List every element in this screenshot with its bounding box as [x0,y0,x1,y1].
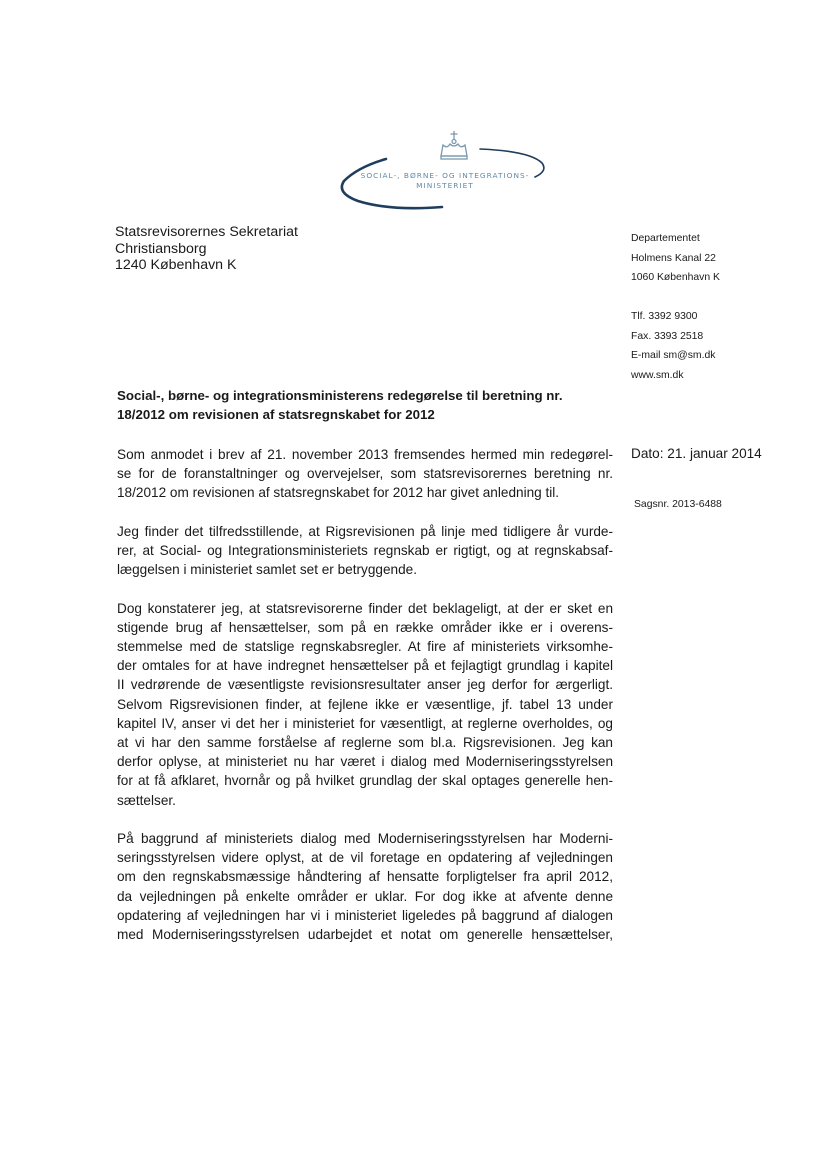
text-line: På baggrund af ministeriets dialog med Moderniseringsstyrelsen har Moderni- [117,831,613,847]
subject-line: Social-, børne- og integrationsministerens redegørelse til beretning nr. [117,388,563,403]
text-line: om den regnskabsmæssige håndtering af hensatte forpligtelser fra april 2012, [117,869,613,885]
text-line: for at få afklaret, hvornår og på hvilket grundlag der skal optages generelle hen- [117,773,613,789]
paragraph [117,829,613,944]
text-line: der omtales for at have indregnet hensættelser på et fejlagtigt grundlag i kapitel [117,658,613,674]
case-number: Sagsnr. 2013-6488 [634,499,722,510]
text-line: kapitel IV, anser vi det her i ministeriet for væsentligt, at reglerne overholdes, og [117,715,613,731]
text-line: Selvom Rigsrevisionen finder, at fejlene ikke er væsentlige, jf. tabel 13 under [117,696,613,712]
paragraph [117,599,613,810]
text-line: med Moderniseringsstyrelsen udarbejdet et notat om generelle hensættelser, [117,927,613,943]
ministry-logo [330,125,560,215]
logo-text-line2: MINISTERIET [416,181,474,190]
text-line: læggelsen i ministeriet samlet set er betryggende. [117,562,417,578]
sender-street: Holmens Kanal 22 [631,252,716,264]
letter-subject [117,386,617,424]
text-line: sættelser. [117,792,176,808]
text-line: 18/2012 om revisionen af statsregnskabet for 2012 har givet anledning til. [117,485,560,501]
recipient-address [115,224,298,274]
text-line: Jeg finder det tilfredsstillende, at Rigsrevisionen på linje med tidligere år vurde- [117,523,613,539]
text-line: rer, at Social- og Integrationsministeriets regnskab er rigtigt, og at regnskabsaf- [117,543,613,558]
sender-email: E-mail sm@sm.dk [631,350,716,361]
text-line: Som anmodet i brev af 21. november 2013 fremsendes hermed min redegørel- [117,447,613,462]
paragraph [117,445,613,503]
text-line: at vi har den samme forståelse af reglerne som bl.a. Rigsrevisionen. Jeg kan [117,735,613,751]
sender-info [631,229,720,385]
sender-city: 1060 København K [631,272,720,283]
text-line: stigende brug af hensættelser, som på en række områder ikke er i overens- [117,619,613,635]
sender-phone: Tlf. 3392 9300 [631,311,698,322]
text-line: II vedrørende de væsentligste revisionsresultater anser jeg derfor for ærgerligt. [117,677,613,693]
sender-website: www.sm.dk [631,369,684,381]
recipient-line: Christiansborg [115,240,207,257]
subject-line: 18/2012 om revisionen af statsregnskabet for 2012 [117,407,435,422]
recipient-line: 1240 København K [115,257,237,273]
text-line: stemmelse med de statslige regnskabsregler. At fire af ministeriets virksomhe- [117,639,613,654]
text-line: derfor oplyse, at ministeriet nu har været i dialog med Moderniseringsstyrelsen [117,754,613,770]
letter-body [117,445,613,963]
text-line: seringsstyrelsen videre oplyst, at de vil foretage en opdatering af vejledningen [117,850,613,866]
text-line: se for de foranstaltninger og overvejelser, som statsrevisorernes beretning nr. [117,466,613,482]
text-line: opdatering af vejledningen har vi i ministeriet ligeledes på baggrund af dialogen [117,907,613,923]
text-line: Dog konstaterer jeg, at statsrevisorerne finder det beklageligt, at der er sket en [117,600,613,616]
sender-fax: Fax. 3393 2518 [631,330,704,342]
sender-department: Departementet [631,233,700,244]
text-line: da vejledningen på enkelte områder er uklar. For dog ikke at afvente denne [117,888,613,904]
paragraph [117,522,613,580]
letter-date: Dato: 21. januar 2014 [631,446,762,461]
recipient-line: Statsrevisorernes Sekretariat [115,224,298,240]
logo-text-line1: SOCIAL-, BØRNE- OG INTEGRATIONS- [360,171,530,180]
crown-icon [330,125,560,215]
